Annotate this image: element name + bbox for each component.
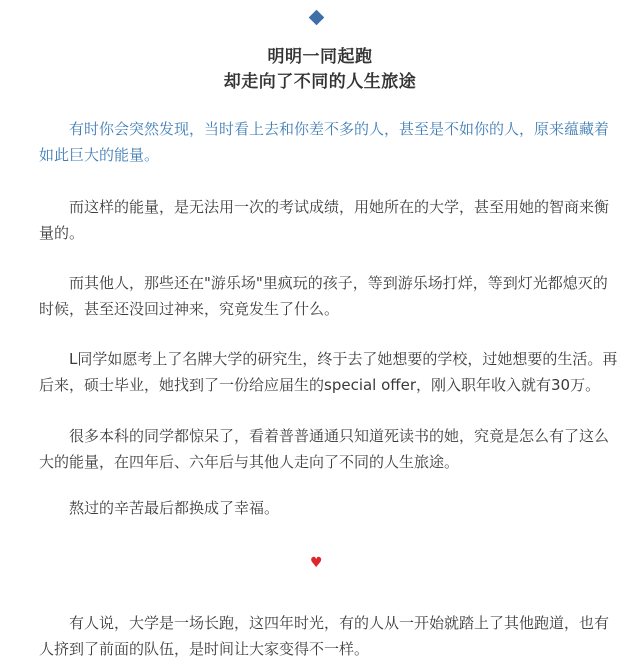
paragraph: 熬过的辛苦最后都换成了幸福。 [69,499,280,517]
article-title-line-2: 却走向了不同的人生旅途 [223,72,417,92]
paragraph: L同学如愿考上了名牌大学的研究生，终于去了她想要的学校，过她想要的生活。再后来，硕士毕业，她找到了一份给应届生的special offer，刚入职年收入就有30万。 [39,350,618,394]
paragraph: 有人说，大学是一场长跑，这四年时光，有的人从一开始就踏上了其他跑道，也有人挤到了前面的队伍，是时间让大家变得不一样。 [39,614,610,658]
diamond-icon [309,10,325,26]
paragraph: 很多本科的同学都惊呆了，看着普普通通只知道死读书的她，究竟是怎么有了这么大的能量，在四年后、六年后与其他人走向了不同的人生旅途。 [39,427,610,471]
paragraph: 而这样的能量，是无法用一次的考试成绩，用她所在的大学，甚至用她的智商来衡量的。 [39,198,610,242]
heart-icon: ♥ [310,555,323,571]
paragraph-highlight: 有时你会突然发现，当时看上去和你差不多的人，甚至是不如你的人，原来蕴藏着如此巨大的能量。 [39,120,610,164]
article-title-line-1: 明明一同起跑 [267,47,373,67]
paragraph: 而其他人，那些还在"游乐场"里疯玩的孩子，等到游乐场打烊，等到灯光都熄灭的时候，甚至还没回过神来，究竟发生了什么。 [39,274,608,318]
